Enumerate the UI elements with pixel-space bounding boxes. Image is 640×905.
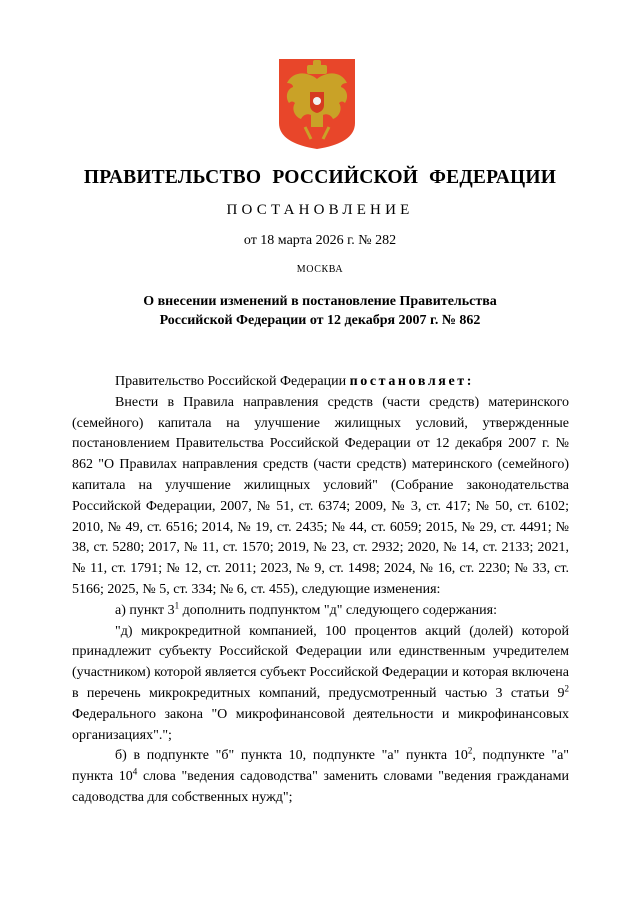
paragraph-item-b: б) в подпункте "б" пункта 10, подпункте "а" пункта $10^2$, подпункте "а" пункта $10^4$ слова "ведения садоводства" заменить словами "ведения гражданами садоводства для собственных нужд"; [72,745,570,805]
document-date-number: от 18 марта 2026 г. № 282 [243,233,397,248]
document-subject [90,292,550,330]
coat-of-arms-icon [277,57,357,151]
preamble-paragraph [72,372,569,393]
decrees-word: постановляет: [349,374,474,389]
paragraph-quote-d: "д) микрокредитной компанией, 100 процентов акций (долей) которой принадлежит субъекту Российской Федерации или единственным учредителем (участником) которой является субъект Российской Федерации и которая включена в перечень микрокредитных компаний, предусмотренный частью 3 статьи $9^2$ Федерального закона "О микрофинансовой деятельности и микрофинансовых организациях"."; [72,623,569,743]
subject-line-1: О внесении изменений в постановление Правительства [143,294,497,309]
document-body [72,372,569,809]
paragraph-main: Внести в Правила направления средств (части средств) материнского (семейного) капитала на улучшение жилищных условий, утвержденные постановлением Правительства Российской Федерации от 12 декабря 2007 г. № 862 "О Правилах направления средств (части средств) материнского (семейного) капитала на улучшение жилищных условий" (Собрание законодательства Российской Федерации, 2007, № 51, ст. 6374; 2009, № 3, ст. 417; № 50, ст. 6102; 2010, № 49, ст. 6516; 2014, № 19, ст. 2435; № 44, ст. 6059; 2015, № 29, ст. 4491; № 38, ст. 5280; 2017, № 11, ст. 1570; 2019, № 23, ст. 2932; 2020, № 14, ст. 2133; 2021, № 11, ст. 1791; № 12, ст. 2011; 2023, № 9, ст. 1498; 2024, № 16, ст. 2230; № 33, ст. 5166; 2025, № 5, ст. 334; № 6, ст. 455), следующие изменения: [72,394,569,597]
subject-line-2: Российской Федерации от 12 декабря 2007 г. № 862 [159,313,481,328]
document-type: ПОСТАНОВЛЕНИЕ [226,202,414,218]
document-city: МОСКВА [296,264,344,275]
preamble-lead: Правительство Российской Федерации [115,374,350,389]
government-title: ПРАВИТЕЛЬСТВО РОССИЙСКОЙ ФЕДЕРАЦИИ [83,167,557,188]
paragraph-item-a: а) пункт $3^1$ дополнить подпунктом "д" следующего содержания: [115,600,497,618]
